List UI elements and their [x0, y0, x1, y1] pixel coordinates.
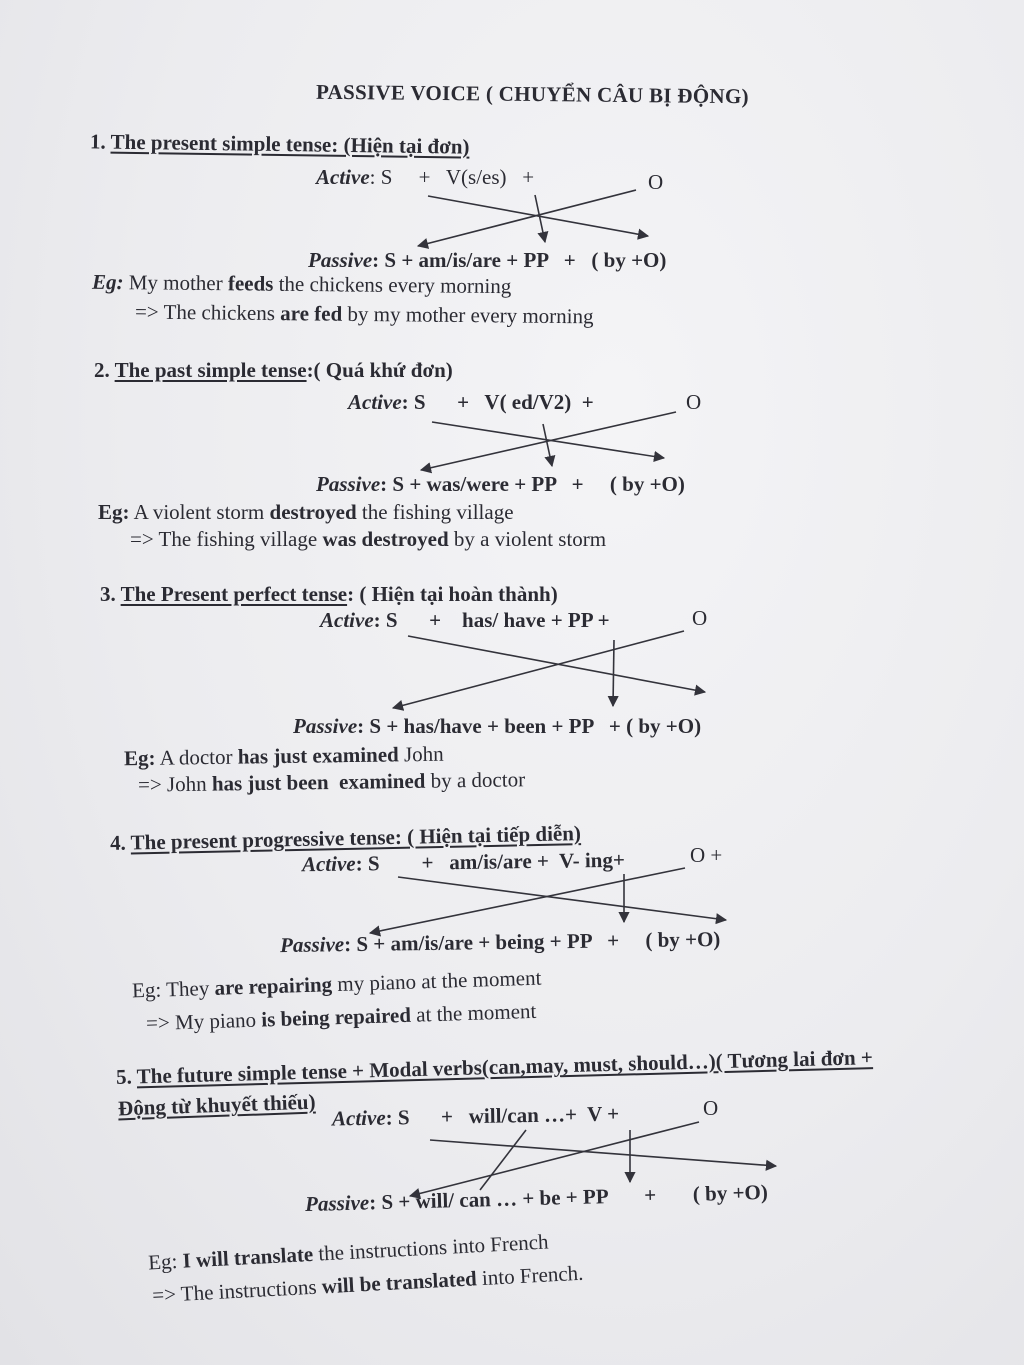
tense-name-vi: :( Quá khứ đơn) [306, 358, 453, 382]
section-3-passive [293, 714, 701, 739]
eg-label: Eg: [147, 1248, 179, 1275]
tense-name: The Present perfect tense [120, 582, 348, 606]
passive-formula: : S + has/have + been + PP + ( by +O) [357, 714, 702, 738]
example-text: => My piano [145, 1007, 262, 1036]
verb-highlight: has just examined [237, 742, 399, 769]
object-label: O [703, 1096, 719, 1120]
passive-label: Passive [308, 248, 373, 272]
object-label: O [686, 390, 702, 414]
active-formula: : S + has/ have + PP + [373, 608, 610, 632]
active-formula: : S + V( ed/V2) + [401, 390, 594, 414]
tense-name: The past simple tense [114, 358, 307, 382]
passive-label: Passive [316, 472, 381, 496]
example-text: my piano at the moment [331, 965, 542, 997]
passive-label: Passive [293, 714, 358, 738]
verb-highlight: is being repaired [260, 1002, 412, 1032]
section-number: 1. [89, 129, 106, 154]
verb-highlight: feeds [227, 271, 274, 296]
section-1-heading [90, 129, 470, 159]
eg-label: Eg: [123, 745, 156, 771]
passive-formula: : S + am/is/are + PP + ( by +O) [372, 248, 667, 272]
section-2-example [98, 500, 514, 525]
section-2-conversion [130, 527, 606, 552]
passive-label: Passive [279, 932, 345, 958]
example-text: John [398, 741, 444, 767]
page-title: PASSIVE VOICE ( CHUYỂN CÂU BỊ ĐỘNG) [315, 79, 749, 109]
active-label: Active [331, 1105, 386, 1131]
eg-label: Eg: [131, 977, 162, 1003]
active-label: Active [301, 851, 356, 877]
passive-formula: : S + am/is/are + being + PP + ( by +O) [343, 926, 721, 957]
active-formula: : S + V(s/es) + [369, 165, 535, 189]
active-label: Active [316, 165, 370, 189]
section-1-arrows [418, 190, 648, 246]
tense-name-vi: Động từ khuyết thiếu) [117, 1089, 316, 1121]
example-text: They [160, 975, 215, 1002]
example-text: into French. [476, 1260, 584, 1291]
tense-name-vi: : ( Hiện tại hoàn thành) [347, 582, 558, 606]
active-formula: : S + will/can …+ V + [385, 1101, 620, 1130]
section-5-active [332, 1101, 620, 1131]
eg-label: Eg: [91, 269, 124, 295]
tense-name: The present simple tense: (Hiện tại đơn) [110, 129, 470, 159]
section-number: 4. [109, 830, 127, 855]
example-text: the instructions into French [312, 1229, 550, 1266]
eg-label: Eg: [98, 500, 130, 524]
verb-highlight: are fed [280, 301, 343, 326]
example-text: by my mother every morning [342, 301, 594, 329]
passive-formula: : S + was/were + PP + ( by +O) [380, 472, 685, 496]
section-2-arrows [421, 412, 676, 470]
section-1-conversion [135, 300, 594, 330]
passive-formula: : S + will/ can … + be + PP + ( by +O) [368, 1179, 769, 1215]
section-3-heading [100, 582, 558, 607]
verb-highlight: will translate [195, 1241, 314, 1272]
section-number: 5. [115, 1064, 133, 1089]
active-formula: : S + am/is/are + V- ing+ [355, 847, 626, 876]
example-text: => The chickens [134, 299, 281, 326]
example-text: A doctor [155, 744, 238, 770]
example-text: at the moment [410, 998, 537, 1027]
tense-name: The present progressive tense: ( Hiện tại tiếp diễn) [130, 821, 582, 855]
section-2-heading [94, 358, 453, 383]
section-number: 3. [100, 582, 116, 606]
tense-name: The future simple tense + Modal verbs(can,may, must, should…)( Tương lai đơn + [136, 1045, 874, 1089]
active-label: Active [320, 608, 374, 632]
example-text: => The fishing village [130, 527, 323, 551]
verb-highlight: destroyed [269, 500, 357, 524]
example-text: A violent storm [129, 500, 270, 524]
section-3-active [320, 608, 610, 633]
example-text: => The instructions [151, 1274, 323, 1308]
passive-label: Passive [304, 1190, 370, 1217]
example-text: My mother [123, 270, 229, 296]
section-1-passive [308, 248, 666, 273]
example-text: by a doctor [425, 767, 526, 793]
example-subject: I [176, 1247, 197, 1273]
section-1-active [316, 165, 534, 190]
example-text: by a violent storm [448, 527, 607, 551]
verb-highlight: will be translated [321, 1266, 478, 1299]
object-label: O + [690, 843, 723, 867]
section-1-example [92, 270, 512, 299]
verb-highlight: was destroyed [322, 527, 449, 551]
example-text: the fishing village [356, 500, 514, 524]
section-number: 2. [94, 358, 110, 382]
object-label: O [692, 606, 708, 630]
object-label: O [648, 170, 664, 194]
section-2-passive [316, 472, 685, 497]
active-label: Active [348, 390, 402, 414]
example-text: => John [137, 771, 213, 797]
section-2-active [348, 390, 594, 415]
section-4-arrows [370, 868, 726, 933]
verb-highlight: has just been examined [211, 768, 426, 796]
example-text: the chickens every morning [273, 271, 512, 299]
section-4-active [302, 848, 625, 878]
verb-highlight: are repairing [214, 972, 333, 1000]
section-3-example [124, 742, 444, 771]
section-3-arrows [393, 631, 705, 708]
